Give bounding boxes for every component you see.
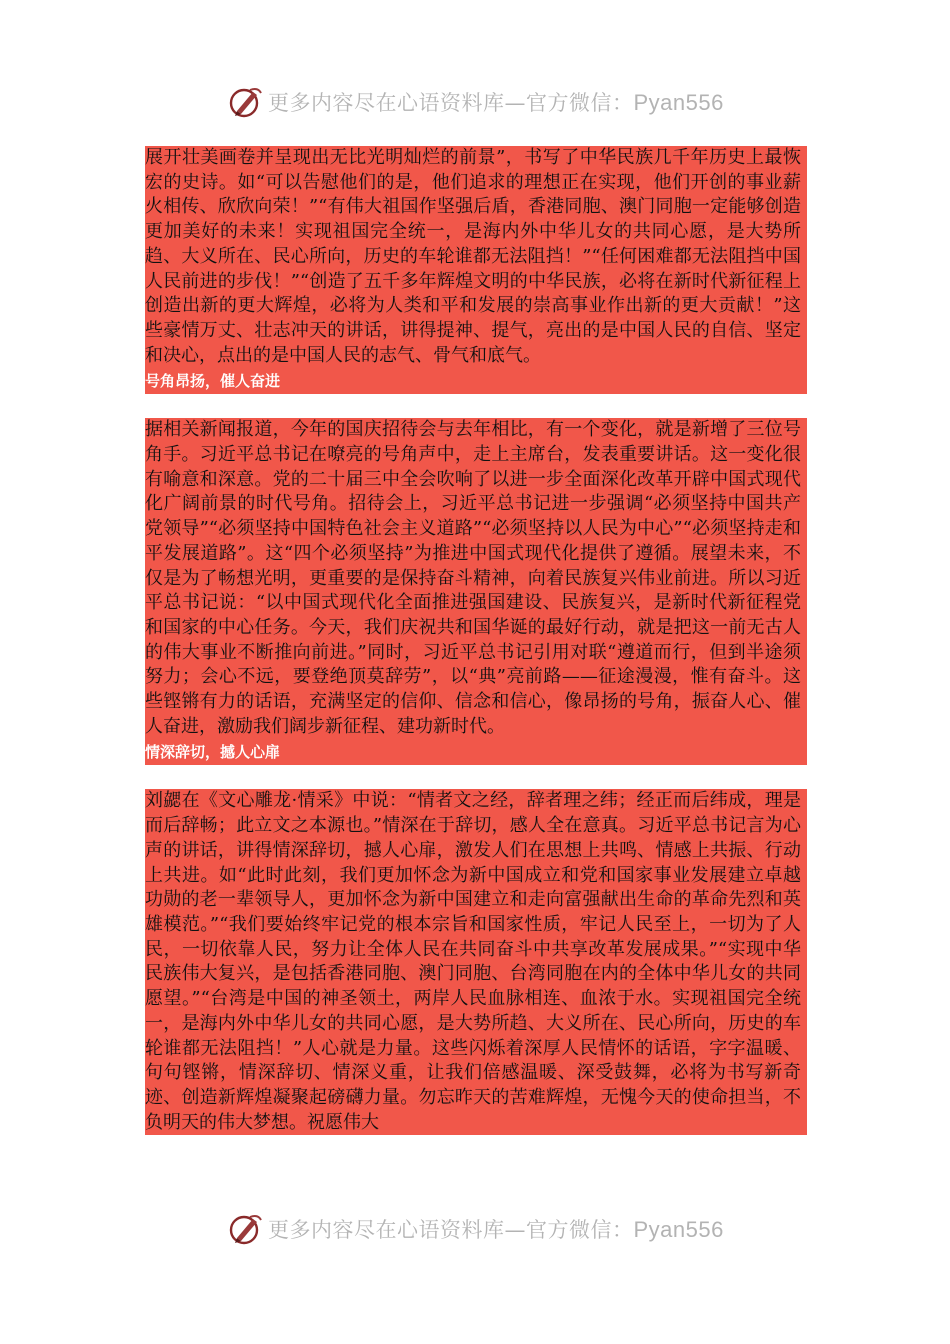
watermark-footer — [228, 1211, 724, 1247]
pen-in-circle-icon — [228, 1211, 264, 1247]
article-body — [145, 146, 807, 1135]
section-heading-1: 号角昂扬，催人奋进 — [145, 368, 807, 394]
section-heading-2: 情深辞切，撼人心扉 — [145, 739, 807, 765]
watermark-header — [228, 84, 724, 120]
spacer — [145, 765, 807, 789]
intro-paragraph: 展开壮美画卷并呈现出无比光明灿烂的前景”，书写了中华民族几千年历史上最恢宏的史诗。如“可以告慰他们的是，他们追求的理想正在实现，他们开创的事业薪火相传、欣欣向荣！”“有伟大祖国作坚强后盾，香港同胞、澳门同胞一定能够创造更加美好的未来！实现祖国完全统一，是海内外中华儿女的共同心愿，是大势所趋、大义所在、民心所向，历史的车轮谁都无法阻挡！”“任何困难都无法阻挡中国人民前进的步伐！”“创造了五千多年辉煌文明的中华民族，必将在新时代新征程上创造出新的更大辉煌，必将为人类和平和发展的崇高事业作出新的更大贡献！”这些豪情万丈、壮志冲天的讲话，讲得提神、提气，亮出的是中国人民的自信、坚定和决心，点出的是中国人民的志气、骨气和底气。 — [145, 146, 807, 368]
section-1-paragraph: 据相关新闻报道，今年的国庆招待会与去年相比，有一个变化，就是新增了三位号角手。习近平总书记在嘹亮的号角声中，走上主席台，发表重要讲话。这一变化很有喻意和深意。党的二十届三中全会吹响了以进一步全面深化改革开辟中国式现代化广阔前景的时代号角。招待会上，习近平总书记进一步强调“必须坚持中国共产党领导”“必须坚持中国特色社会主义道路”“必须坚持以人民为中心”“必须坚持走和平发展道路”。这“四个必须坚持”为推进中国式现代化提供了遵循。展望未来，不仅是为了畅想光明，更重要的是保持奋斗精神，向着民族复兴伟业前进。所以习近平总书记说：“以中国式现代化全面推进强国建设、民族复兴，是新时代新征程党和国家的中心任务。今天，我们庆祝共和国华诞的最好行动，就是把这一前无古人的伟大事业不断推向前进。”同时，习近平总书记引用对联“遵道而行，但到半途须努力；会心不远，要登绝顶莫辞劳”，以“典”亮前路——征途漫漫，惟有奋斗。这些铿锵有力的话语，充满坚定的信仰、信念和信心，像昂扬的号角，振奋人心、催人奋进，激励我们阔步新征程、建功新时代。 — [145, 418, 807, 739]
section-2-paragraph: 刘勰在《文心雕龙·情采》中说：“情者文之经，辞者理之纬；经正而后纬成，理是而后辞畅；此立文之本源也。”情深在于辞切，感人全在意真。习近平总书记言为心声的讲话，讲得情深辞切，撼人心扉，激发人们在思想上共鸣、情感上共振、行动上共进。如“此时此刻，我们更加怀念为新中国成立和党和国家事业发展建立卓越功勋的老一辈领导人，更加怀念为新中国建立和走向富强献出生命的革命先烈和英雄模范。”“我们要始终牢记党的根本宗旨和国家性质，牢记人民至上，一切为了人民，一切依靠人民，努力让全体人民在共同奋斗中共享改革发展成果。”“实现中华民族伟大复兴，是包括香港同胞、澳门同胞、台湾同胞在内的全体中华儿女的共同愿望。”“台湾是中国的神圣领土，两岸人民血脉相连、血浓于水。实现祖国完全统一，是海内外中华儿女的共同心愿，是大势所趋、大义所在、民心所向，历史的车轮谁都无法阻挡！”人心就是力量。这些闪烁着深厚人民情怀的话语，字字温暖、句句铿锵，情深辞切、情深义重，让我们倍感温暖、深受鼓舞，必将为书写新奇迹、创造新辉煌凝聚起磅礴力量。勿忘昨天的苦难辉煌，无愧今天的使命担当，不负明天的伟大梦想。祝愿伟大 — [145, 789, 807, 1135]
watermark-text — [268, 1214, 724, 1244]
watermark-label: 更多内容尽在心语资料库—官方微信： — [268, 1218, 634, 1242]
spacer — [145, 394, 807, 418]
pen-in-circle-icon — [228, 84, 264, 120]
watermark-wechat-id: Pyan556 — [633, 1217, 724, 1242]
watermark-label: 更多内容尽在心语资料库—官方微信： — [268, 91, 634, 115]
watermark-text — [268, 87, 724, 117]
watermark-wechat-id: Pyan556 — [633, 90, 724, 115]
